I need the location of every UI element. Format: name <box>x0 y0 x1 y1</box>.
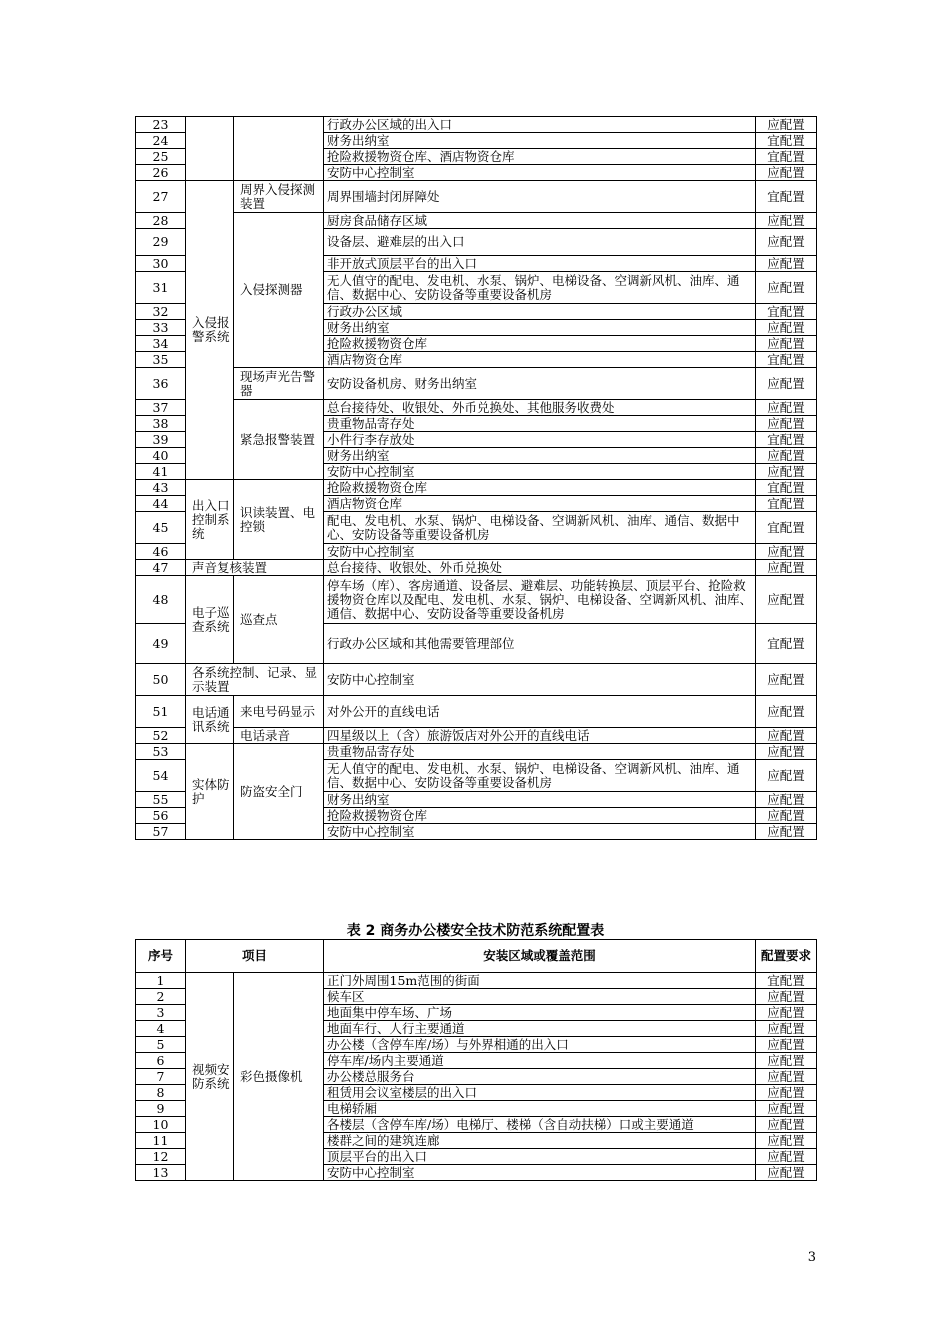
config-requirement: 应配置 <box>756 544 817 560</box>
config-requirement: 应配置 <box>756 448 817 464</box>
install-area: 四星级以上（含）旅游饭店对外公开的直线电话 <box>324 728 756 744</box>
install-area: 财务出纳室 <box>324 133 756 149</box>
row-number: 57 <box>136 824 186 840</box>
row-number: 39 <box>136 432 186 448</box>
table-row <box>136 213 817 229</box>
item-phone-recording: 电话录音 <box>234 728 324 744</box>
table-2 <box>135 939 817 1181</box>
header-requirement: 配置要求 <box>756 940 817 973</box>
install-area: 周界围墙封闭屏障处 <box>324 181 756 213</box>
row-number: 45 <box>136 512 186 544</box>
item-intrusion-detector: 入侵探测器 <box>234 213 324 368</box>
config-requirement: 应配置 <box>756 320 817 336</box>
row-number: 8 <box>136 1085 186 1101</box>
install-area: 酒店物资仓库 <box>324 352 756 368</box>
install-area: 租赁用会议室楼层的出入口 <box>324 1085 756 1101</box>
install-area: 安防中心控制室 <box>324 1165 756 1181</box>
config-requirement: 应配置 <box>756 117 817 133</box>
install-area: 财务出纳室 <box>324 320 756 336</box>
config-requirement: 应配置 <box>756 213 817 229</box>
header-number: 序号 <box>136 940 186 973</box>
install-area: 安防中心控制室 <box>324 464 756 480</box>
config-requirement: 应配置 <box>756 400 817 416</box>
config-requirement: 应配置 <box>756 1053 817 1069</box>
item-control-display: 各系统控制、记录、显示装置 <box>186 664 324 696</box>
table-1-body <box>136 117 817 480</box>
row-number: 23 <box>136 117 186 133</box>
install-area: 厨房食品储存区域 <box>324 213 756 229</box>
install-area: 抢险救援物资仓库 <box>324 336 756 352</box>
install-area: 楼群之间的建筑连廊 <box>324 1133 756 1149</box>
config-requirement: 应配置 <box>756 560 817 576</box>
row-number: 44 <box>136 496 186 512</box>
table-row <box>136 728 817 744</box>
config-requirement: 应配置 <box>756 1037 817 1053</box>
table-header-row <box>136 940 817 973</box>
row-number: 12 <box>136 1149 186 1165</box>
config-requirement: 宜配置 <box>756 512 817 544</box>
table-row <box>136 664 817 696</box>
config-requirement: 应配置 <box>756 989 817 1005</box>
header-item: 项目 <box>186 940 324 973</box>
group-cell-empty <box>186 117 234 181</box>
config-requirement: 应配置 <box>756 1085 817 1101</box>
row-number: 9 <box>136 1101 186 1117</box>
install-area: 正门外周围15m范围的街面 <box>324 973 756 989</box>
install-area: 停车场（库）、客房通道、设备层、避难层、功能转换层、顶层平台、抢险救援物资仓库以及配电、发电机、水泵、锅炉、电梯设备、空调新风机、油库、通信、数据中心、安防设备等重要设备机房 <box>324 576 756 624</box>
config-requirement: 应配置 <box>756 336 817 352</box>
group-physical-protection: 实体防护 <box>186 744 234 840</box>
row-number: 24 <box>136 133 186 149</box>
config-requirement: 应配置 <box>756 464 817 480</box>
row-number: 11 <box>136 1133 186 1149</box>
install-area: 安防设备机房、财务出纳室 <box>324 368 756 400</box>
install-area: 安防中心控制室 <box>324 544 756 560</box>
config-requirement: 应配置 <box>756 664 817 696</box>
config-requirement: 应配置 <box>756 1005 817 1021</box>
item-color-camera: 彩色摄像机 <box>234 973 324 1181</box>
row-number: 4 <box>136 1021 186 1037</box>
row-number: 48 <box>136 576 186 624</box>
group-patrol-system: 电子巡查系统 <box>186 576 234 664</box>
install-area: 财务出纳室 <box>324 792 756 808</box>
config-requirement: 宜配置 <box>756 352 817 368</box>
config-requirement: 应配置 <box>756 696 817 728</box>
install-area: 总台接待处、收银处、外币兑换处、其他服务收费处 <box>324 400 756 416</box>
install-area: 地面车行、人行主要通道 <box>324 1021 756 1037</box>
row-number: 33 <box>136 320 186 336</box>
header-area: 安装区域或覆盖范围 <box>324 940 756 973</box>
config-requirement: 应配置 <box>756 744 817 760</box>
install-area: 财务出纳室 <box>324 448 756 464</box>
install-area: 电梯轿厢 <box>324 1101 756 1117</box>
config-requirement: 宜配置 <box>756 432 817 448</box>
group-access-system: 出入口控制系统 <box>186 480 234 560</box>
row-number: 30 <box>136 256 186 272</box>
install-area: 候车区 <box>324 989 756 1005</box>
install-area: 无人值守的配电、发电机、水泵、锅炉、电梯设备、空调新风机、油库、通信、数据中心、安防设备等重要设备机房 <box>324 760 756 792</box>
table-row <box>136 480 817 496</box>
table-row <box>136 744 817 760</box>
table-row <box>136 368 817 400</box>
config-requirement: 宜配置 <box>756 973 817 989</box>
row-number: 25 <box>136 149 186 165</box>
row-number: 7 <box>136 1069 186 1085</box>
install-area: 设备层、避难层的出入口 <box>324 229 756 256</box>
table-row <box>136 117 817 133</box>
row-number: 46 <box>136 544 186 560</box>
install-area: 酒店物资仓库 <box>324 496 756 512</box>
install-area: 非开放式顶层平台的出入口 <box>324 256 756 272</box>
install-area: 安防中心控制室 <box>324 824 756 840</box>
table-2-title: 表 2 商务办公楼安全技术防范系统配置表 <box>346 923 605 939</box>
group-intrusion-system: 入侵报警系统 <box>186 181 234 480</box>
install-area: 贵重物品寄存处 <box>324 416 756 432</box>
row-number: 53 <box>136 744 186 760</box>
install-area: 对外公开的直线电话 <box>324 696 756 728</box>
config-requirement: 应配置 <box>756 808 817 824</box>
row-number: 32 <box>136 304 186 320</box>
install-area: 抢险救援物资仓库 <box>324 808 756 824</box>
row-number: 40 <box>136 448 186 464</box>
row-number: 51 <box>136 696 186 728</box>
row-number: 55 <box>136 792 186 808</box>
item-emergency-alarm: 紧急报警装置 <box>234 400 324 480</box>
config-requirement: 应配置 <box>756 1101 817 1117</box>
row-number: 5 <box>136 1037 186 1053</box>
install-area: 行政办公区域 <box>324 304 756 320</box>
install-area: 贵重物品寄存处 <box>324 744 756 760</box>
row-number: 37 <box>136 400 186 416</box>
row-number: 10 <box>136 1117 186 1133</box>
table-row <box>136 973 817 989</box>
config-requirement: 应配置 <box>756 416 817 432</box>
config-requirement: 宜配置 <box>756 624 817 664</box>
install-area: 小件行李存放处 <box>324 432 756 448</box>
row-number: 49 <box>136 624 186 664</box>
config-requirement: 应配置 <box>756 1021 817 1037</box>
table-row <box>136 400 817 416</box>
row-number: 6 <box>136 1053 186 1069</box>
row-number: 54 <box>136 760 186 792</box>
install-area: 各楼层（含停车库/场）电梯厅、楼梯（含自动扶梯）口或主要通道 <box>324 1117 756 1133</box>
row-number: 2 <box>136 989 186 1005</box>
config-requirement: 宜配置 <box>756 480 817 496</box>
config-requirement: 应配置 <box>756 728 817 744</box>
table-row <box>136 576 817 624</box>
config-requirement: 应配置 <box>756 272 817 304</box>
install-area: 抢险救援物资仓库 <box>324 480 756 496</box>
item-perimeter-detector: 周界入侵探测装置 <box>234 181 324 213</box>
item-sound-light-alarm: 现场声光告警器 <box>234 368 324 400</box>
config-requirement: 应配置 <box>756 1069 817 1085</box>
config-requirement: 应配置 <box>756 1149 817 1165</box>
row-number: 56 <box>136 808 186 824</box>
row-number: 34 <box>136 336 186 352</box>
item-anti-theft-door: 防盗安全门 <box>234 744 324 840</box>
row-number: 36 <box>136 368 186 400</box>
install-area: 无人值守的配电、发电机、水泵、锅炉、电梯设备、空调新风机、油库、通信、数据中心、安防设备等重要设备机房 <box>324 272 756 304</box>
config-requirement: 应配置 <box>756 1133 817 1149</box>
config-requirement: 应配置 <box>756 1117 817 1133</box>
item-cell-empty <box>234 117 324 181</box>
table-row <box>136 181 817 213</box>
item-audio-review: 声音复核装置 <box>186 560 324 576</box>
table-row <box>136 560 817 576</box>
row-number: 28 <box>136 213 186 229</box>
install-area: 抢险救援物资仓库、酒店物资仓库 <box>324 149 756 165</box>
row-number: 3 <box>136 1005 186 1021</box>
item-patrol-point: 巡查点 <box>234 576 324 664</box>
row-number: 43 <box>136 480 186 496</box>
config-requirement: 应配置 <box>756 229 817 256</box>
row-number: 41 <box>136 464 186 480</box>
row-number: 26 <box>136 165 186 181</box>
install-area: 配电、发电机、水泵、锅炉、电梯设备、空调新风机、油库、通信、数据中心、安防设备等重要设备机房 <box>324 512 756 544</box>
page-number: 3 <box>807 1250 816 1265</box>
config-requirement: 宜配置 <box>756 181 817 213</box>
install-area: 总台接待、收银处、外币兑换处 <box>324 560 756 576</box>
install-area: 顶层平台的出入口 <box>324 1149 756 1165</box>
install-area: 办公楼总服务台 <box>324 1069 756 1085</box>
group-video-system: 视频安防系统 <box>186 973 234 1181</box>
row-number: 52 <box>136 728 186 744</box>
config-requirement: 应配置 <box>756 165 817 181</box>
install-area: 安防中心控制室 <box>324 165 756 181</box>
install-area: 停车库/场内主要通道 <box>324 1053 756 1069</box>
config-requirement: 宜配置 <box>756 149 817 165</box>
item-reader-lock: 识读装置、电控锁 <box>234 480 324 560</box>
config-requirement: 应配置 <box>756 792 817 808</box>
row-number: 1 <box>136 973 186 989</box>
row-number: 38 <box>136 416 186 432</box>
row-number: 35 <box>136 352 186 368</box>
install-area: 办公楼（含停车库/场）与外界相通的出入口 <box>324 1037 756 1053</box>
row-number: 50 <box>136 664 186 696</box>
config-requirement: 应配置 <box>756 256 817 272</box>
config-requirement: 应配置 <box>756 760 817 792</box>
table-1-continued <box>135 116 817 480</box>
row-number: 47 <box>136 560 186 576</box>
table-row <box>136 696 817 728</box>
row-number: 27 <box>136 181 186 213</box>
config-requirement: 宜配置 <box>756 133 817 149</box>
config-requirement: 应配置 <box>756 368 817 400</box>
install-area: 行政办公区域的出入口 <box>324 117 756 133</box>
config-requirement: 应配置 <box>756 576 817 624</box>
config-requirement: 宜配置 <box>756 496 817 512</box>
config-requirement: 应配置 <box>756 824 817 840</box>
config-requirement: 应配置 <box>756 1165 817 1181</box>
row-number: 29 <box>136 229 186 256</box>
table-2-body <box>136 973 817 1181</box>
config-requirement: 宜配置 <box>756 304 817 320</box>
group-phone-system: 电话通讯系统 <box>186 696 234 744</box>
table-1-lower <box>135 479 817 840</box>
item-caller-id: 来电号码显示 <box>234 696 324 728</box>
install-area: 地面集中停车场、广场 <box>324 1005 756 1021</box>
row-number: 31 <box>136 272 186 304</box>
install-area: 行政办公区域和其他需要管理部位 <box>324 624 756 664</box>
row-number: 13 <box>136 1165 186 1181</box>
install-area: 安防中心控制室 <box>324 664 756 696</box>
